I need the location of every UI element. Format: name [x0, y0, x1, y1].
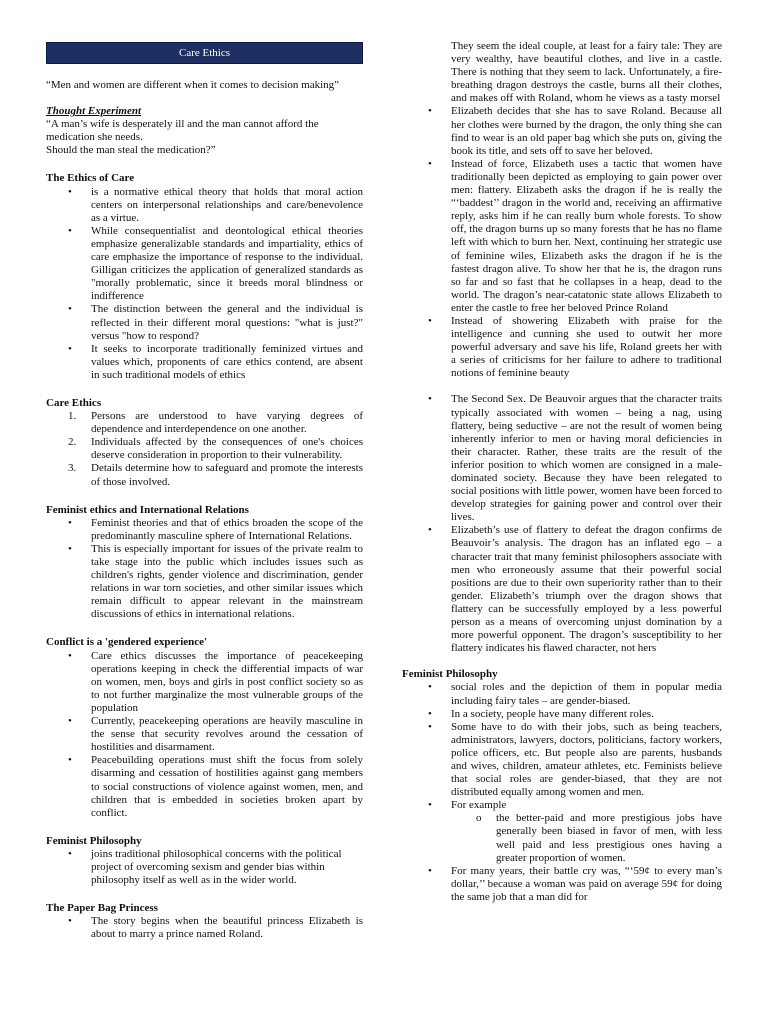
list-item [46, 462, 363, 488]
list-item: • The story begins when the beautiful princess Elizabeth is about to marry a prince named Roland. [46, 915, 363, 941]
feminist-ir-heading: Feminist ethics and International Relations [46, 503, 249, 516]
list-item: • Elizabeth’s use of flattery to defeat the dragon confirms de Beauvoir’s analysis. The dragon has an inflated ego – a character trait that many feminist philosophers associate with men who erroneously assume that their powerful social positions are due to their own superiority rather than to their gender. Elizabeth’s triumph over the dragon shows that flattery can be successfully employed by a less powerful person as a means of overcoming unjust domination by a more powerful opponent. The dragon’s susceptibility to her flattery indicates his flawed character, not hers [406, 524, 722, 655]
list-item: • This is especially important for issues of the private realm to take stage into the public which includes issues such as children's rights, gender violence and discrimination, gender relations in war torn societies, and other similar issues which remain difficult to appear relevant in the mainstream discussions of ethics in international relations. [46, 543, 363, 622]
list-item: • Care ethics discusses the importance of peacekeeping operations keeping in check the differential impacts of war on women, men, boys and girls in post conflict society so as to not further marginalize the most vulnerable groups of the population [46, 650, 363, 715]
list-item: • For many years, their battle cry was, “‘59¢ to every man’s dollar,’’ because a woman was paid on average 59¢ for doing the same job that a man did for [406, 865, 722, 904]
list-item: • joins traditional philosophical concerns with the political project of overcoming sexism and gender bias within philosophy itself as well as in the wider world. [46, 848, 363, 887]
beauvoir-list [406, 393, 722, 655]
thought-experiment-text-2: Should the man steal the medication?” [46, 144, 216, 157]
opening-quote: “Men and women are different when it comes to decision making” [46, 79, 340, 91]
conflict-heading: Conflict is a 'gendered experience' [46, 636, 208, 649]
feminist-ir-list [46, 517, 363, 622]
list-item: • Peacebuilding operations must shift the focus from solely disarming and cessation of hostilities against gang members to social constructions of violence against women, men, and children that is embedded in societies broken apart by conflict. [46, 754, 363, 819]
paper-bag-princess-heading: The Paper Bag Princess [46, 902, 158, 915]
list-item: • In a society, people have many different roles. [406, 708, 722, 721]
list-item: • Instead of showering Elizabeth with praise for the intelligence and cunning she used to outwit her more powerful adversary and save his life, Roland greets her with a series of criticisms for her failure to adhere to traditional notions of feminine beauty [406, 315, 722, 380]
feminist-philosophy-right-list-cont [406, 865, 722, 904]
list-item: • Elizabeth decides that she has to save Roland. Because all her clothes were burned by the dragon, the only thing she can find to wear is an old paper bag which she puts on, giving the book its title, and sets off to save her beloved. [406, 105, 722, 157]
list-number: 3. [68, 462, 77, 475]
paper-bag-princess-list [46, 915, 363, 941]
list-item: • It seeks to incorporate traditionally feminized virtues and values which, proponents of care ethics contend, are absent in such traditional models of ethics [46, 343, 363, 382]
list-number: 1. [68, 410, 77, 423]
thought-experiment-text-1: “A man’s wife is desperately ill and the man cannot afford the medication she needs. [46, 118, 319, 144]
list-item: • The Second Sex. De Beauvoir argues that the character traits typically associated with women – being a nag, using flattery, being seductive – are not the result of women being inherently inferior to men or having moral deficiencies in their character. Rather, these traits are the result of the inferior position to which women are consigned in a male-dominated society. Because they have been relegated to social positions with little power, women have been forced to develop strategies for gaining power and control over their lives. [406, 393, 722, 524]
list-item: • Feminist theories and that of ethics broaden the scope of the predominantly masculine sphere of International Relations. [46, 517, 363, 543]
list-item: • Instead of force, Elizabeth uses a tactic that women have traditionally been depicted as employing to gain power over men: flattery. Elizabeth asks the dragon if he is really the “‘baddest’’ dragon in the world and, receiving an affirmative reply, asks him if he can really burn whole forests. To show off, the dragon burns up so many forests that he has no flame left with which to burn her. Next, continuing her strategic use of feminine wiles, Elizabeth asks the dragon if he is the fastest dragon alive. To show her that he is, the dragon runs so far and so fast that he collapses in a heap, dead to the world. The dragon’s near-catatonic state allows Elizabeth to enter the castle to free her beloved Prince Roland [406, 158, 722, 315]
story-continuation: They seem the ideal couple, at least for a fairy tale: They are very wealthy, have beautiful clothes, and live in a castle. There is nothing that they seem to lack. Unfortunately, a fire-breathing dragon destroys the castle, burns all their clothes, and makes off with Roland, whom he views as a tasty morsel [451, 40, 722, 105]
list-item: • The distinction between the general and the individual is reflected in their different moral questions: "what is just?" versus "how to respond? [46, 303, 363, 342]
care-ethics-heading: Care Ethics [46, 396, 102, 409]
ethics-of-care-heading: The Ethics of Care [46, 172, 135, 185]
ethics-of-care-list [46, 186, 363, 382]
page-title-banner: Care Ethics [46, 42, 363, 64]
list-item: • Some have to do with their jobs, such as being teachers, administrators, lawyers, doctors, politicians, factory workers, police officers, etc. But people also are parents, husbands and wives, children, amateur athletes, etc. Feminists believe that social roles are gender-biased, that they are not distributed equally among women and men. [406, 721, 722, 800]
list-item: • social roles and the depiction of them in popular media including fairy tales – are gender-biased. [406, 681, 722, 707]
list-item [46, 410, 363, 436]
feminist-philosophy-right-list [406, 681, 722, 812]
list-number: 2. [68, 436, 77, 449]
care-ethics-list [46, 410, 363, 489]
list-item-text: Details determine how to safeguard and promote the interests of those involved. [91, 462, 363, 488]
list-item-text: Persons are understood to have varying degrees of dependence and interdependence on one another. [91, 410, 363, 436]
left-column [46, 0, 363, 941]
list-item: • For example [406, 799, 722, 812]
story-list [406, 105, 722, 380]
list-item: • Currently, peacekeeping operations are heavily masculine in the sense that security revolves around the cessation of hostilities and disarmament. [46, 715, 363, 754]
conflict-list [46, 650, 363, 820]
feminist-philosophy-heading: Feminist Philosophy [46, 834, 142, 847]
feminist-philosophy-list [46, 848, 363, 887]
list-item: • is a normative ethical theory that holds that moral action centers on interpersonal relationships and care/benevolence as a virtue. [46, 186, 363, 225]
list-item-text: Individuals affected by the consequences of one's choices deserve consideration in proportion to their vulnerability. [91, 436, 363, 462]
list-item [46, 436, 363, 462]
right-column [402, 40, 722, 904]
spacer [406, 380, 722, 393]
list-item: • While consequentialist and deontological ethical theories emphasize generalizable standards and impartiality, ethics of care emphasize the importance of response to the individual. Gilligan criticizes the application of generalized standards as "morally problematic, since it breeds moral blindness or indifference [46, 225, 363, 304]
feminist-philosophy-right-heading: Feminist Philosophy [402, 668, 498, 681]
thought-experiment-heading: Thought Experiment [46, 105, 142, 118]
sub-list-item: o the better-paid and more prestigious jobs have generally been biased in favor of men, with less well paid and less prestigious ones having a greater proportion of women. [406, 812, 722, 864]
feminist-philosophy-sub-list [406, 812, 722, 864]
